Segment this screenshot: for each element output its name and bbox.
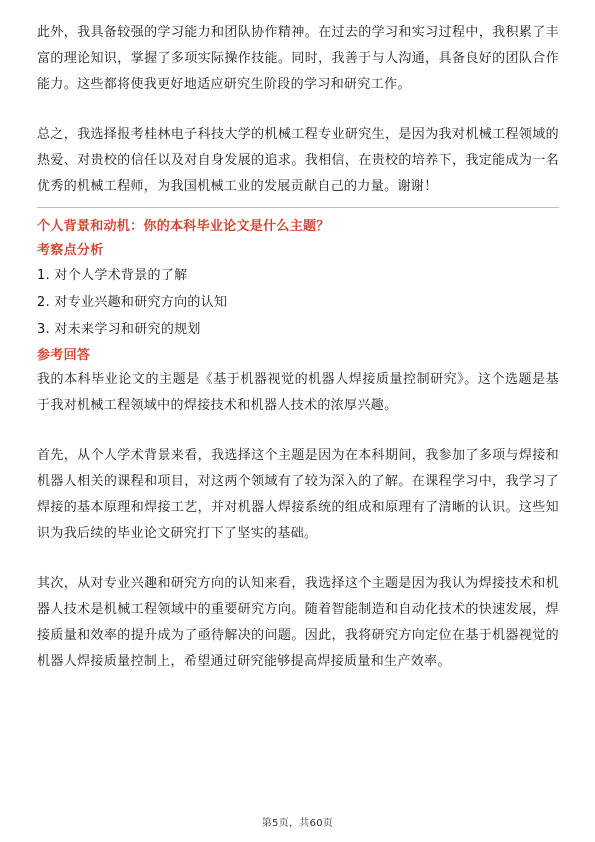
question-heading: 个人背景和动机：你的本科毕业论文是什么主题？ — [37, 219, 330, 234]
analysis-point: 2. 对专业兴趣和研究方向的认知 — [37, 295, 228, 310]
answer-paragraph-2: 首先，从个人学术背景来看，我选择这个主题是因为在本科期间，我参加了多项与焊接和机器人相关的课程和项目，对这两个领域有了较为深入的了解。在课程学习中，我学习了焊接的基本原理和焊接工艺，并对机器人焊接系统的组成和原理有了清晰的认识。这些知识为我后续的毕业论文研究打下了坚实的基础。 — [37, 448, 559, 541]
analysis-point: 1. 对个人学术背景的了解 — [37, 268, 188, 283]
analysis-point: 3. 对未来学习和研究的规划 — [37, 322, 201, 337]
intro-paragraph-1: 此外，我具备较强的学习能力和团队协作精神。在过去的学习和实习过程中，我积累了丰富的理论知识，掌握了多项实际操作技能。同时，我善于与人沟通，具备良好的团队合作能力。这些都将使我更好地适应研究生阶段的学习和研究工作。 — [37, 25, 559, 92]
page-footer: 第5页，共60页 — [261, 818, 334, 829]
analysis-points-list — [37, 262, 559, 343]
paragraph-gap — [37, 547, 559, 571]
analysis-heading: 考察点分析 — [37, 243, 104, 258]
answer-heading: 参考回答 — [37, 348, 91, 363]
section-divider — [37, 207, 559, 208]
paragraph-gap — [37, 98, 559, 122]
answer-paragraph-1: 我的本科毕业论文的主题是《基于机器视觉的机器人焊接质量控制研究》。这个选题是基于我对机械工程领域中的焊接技术和机器人技术的浓厚兴趣。 — [37, 372, 559, 413]
answer-paragraph-3: 其次，从对专业兴趣和研究方向的认知来看，我选择这个主题是因为我认为焊接技术和机器人技术是机械工程领域中的重要研究方向。随着智能制造和自动化技术的快速发展，焊接质量和效率的提升成为了亟待解决的问题。因此，我将研究方向定位在基于机器视觉的机器人焊接质量控制上，希望通过研究能够提高焊接质量和生产效率。 — [37, 576, 559, 669]
intro-paragraph-2: 总之，我选择报考桂林电子科技大学的机械工程专业研究生，是因为我对机械工程领域的热爱、对贵校的信任以及对自身发展的追求。我相信，在贵校的培养下，我定能成为一名优秀的机械工程师，为我国机械工业的发展贡献自己的力量。谢谢！ — [37, 127, 559, 194]
paragraph-gap — [37, 419, 559, 443]
document-page — [37, 20, 559, 675]
